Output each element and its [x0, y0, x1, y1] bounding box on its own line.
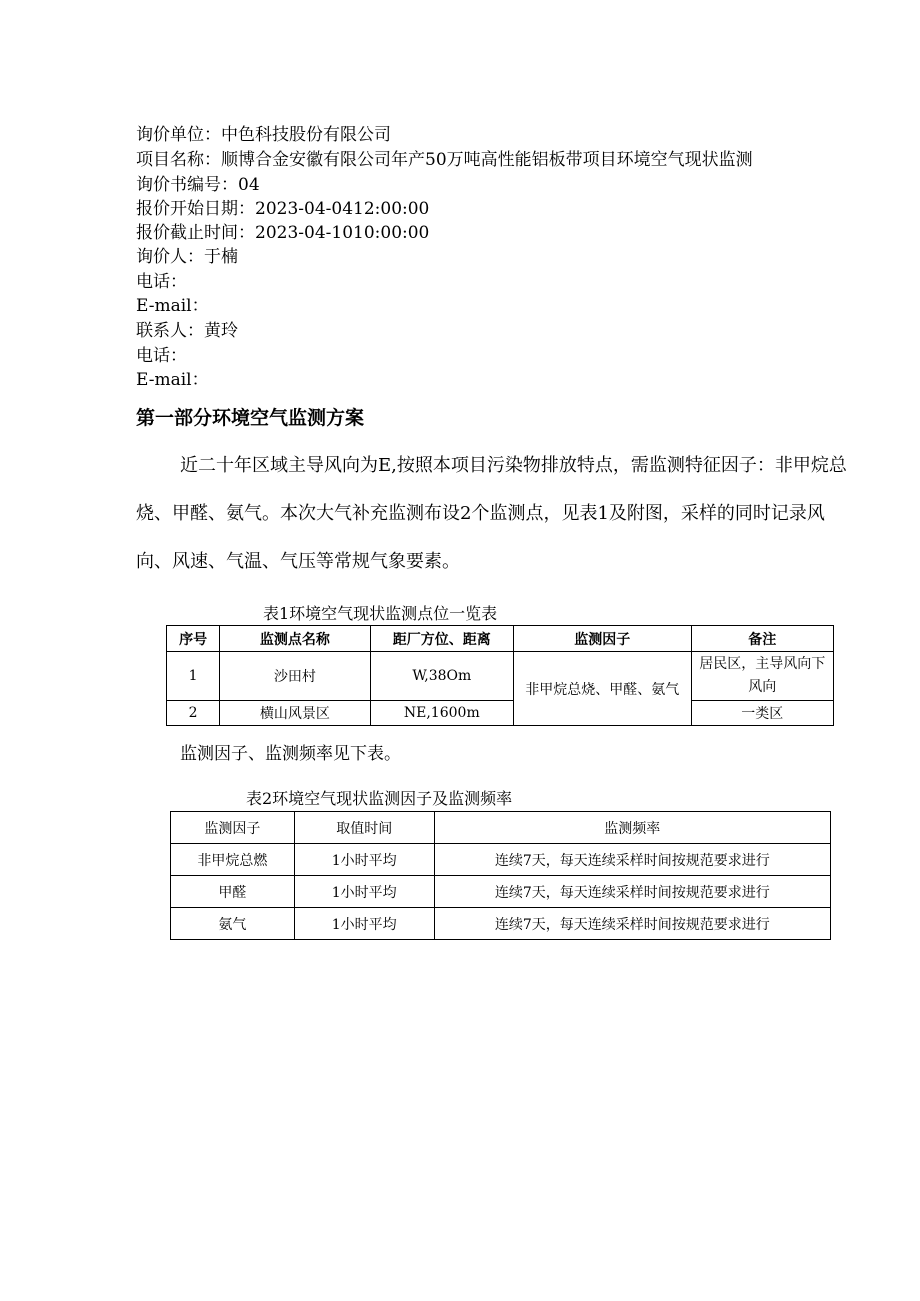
- table-row: [167, 652, 834, 701]
- table-cell: 1小时平均: [294, 908, 434, 940]
- table-cell: 1小时平均: [294, 844, 434, 876]
- quote-start-date: 报价开始日期：2023-04-0412:00:00: [136, 199, 430, 219]
- table-cell-factor: 非甲烷总烧、甲醛、氨气: [514, 652, 692, 726]
- table-header-row: [167, 626, 834, 652]
- inquirer-phone: 电话：: [136, 272, 187, 292]
- contact-person: 联系人：黄玲: [136, 321, 238, 341]
- table-cell: 连续7天，每天连续采样时间按规范要求进行: [434, 844, 830, 876]
- monitoring-frequency-table: [170, 811, 831, 940]
- table-row: [171, 908, 831, 940]
- table-cell: 连续7天，每天连续采样时间按规范要求进行: [434, 908, 830, 940]
- table-header-cell: 备注: [691, 626, 833, 652]
- project-name: 项目名称：顺博合金安徽有限公司年产50万吨高性能铝板带项目环境空气现状监测: [136, 150, 753, 170]
- table-header-row: [171, 812, 831, 844]
- table-cell: 横山风景区: [220, 701, 370, 726]
- monitoring-points-table: [166, 625, 834, 726]
- paragraph-line-2: 烧、甲醛、氨气。本次大气补充监测布设2个监测点，见表1及附图，采样的同时记录风: [136, 503, 825, 524]
- inquirer-email: E-mail：: [136, 296, 209, 316]
- table-header-cell: 监测因子: [514, 626, 692, 652]
- table-cell: 居民区，主导风向下风向: [691, 652, 833, 701]
- table-header-cell: 监测点名称: [220, 626, 370, 652]
- table-note: 监测因子、监测频率见下表。: [180, 744, 401, 764]
- table-cell: 非甲烷总燃: [171, 844, 295, 876]
- table-cell: 1小时平均: [294, 876, 434, 908]
- table-row: [167, 701, 834, 726]
- table-cell: NE,1600m: [370, 701, 513, 726]
- table-cell: 一类区: [691, 701, 833, 726]
- table-cell: 沙田村: [220, 652, 370, 701]
- quote-end-time: 报价截止时间：2023-04-1010:00:00: [136, 223, 430, 243]
- inquiry-unit: 询价单位：中色科技股份有限公司: [136, 125, 391, 145]
- table-cell: 连续7天，每天连续采样时间按规范要求进行: [434, 876, 830, 908]
- table-header-cell: 距厂方位、距离: [370, 626, 513, 652]
- table2-caption: 表2环境空气现状监测因子及监测频率: [246, 789, 513, 808]
- section-title: 第一部分环境空气监测方案: [136, 407, 365, 429]
- inquiry-number: 询价书编号：04: [136, 175, 260, 195]
- table-header-cell: 监测因子: [171, 812, 295, 844]
- table-cell: W,38Om: [370, 652, 513, 701]
- paragraph-line-3: 向、风速、气温、气压等常规气象要素。: [136, 551, 460, 572]
- inquirer: 询价人：于楠: [136, 247, 238, 267]
- table-cell: 氨气: [171, 908, 295, 940]
- paragraph-line-1: 近二十年区域主导风向为E,按照本项目污染物排放特点，需监测特征因子：非甲烷总: [180, 455, 847, 476]
- table-cell: 甲醛: [171, 876, 295, 908]
- table-row: [171, 876, 831, 908]
- table-cell: 2: [167, 701, 220, 726]
- table-header-cell: 取值时间: [294, 812, 434, 844]
- table-header-cell: 序号: [167, 626, 220, 652]
- contact-email: E-mail：: [136, 370, 209, 390]
- table-row: [171, 844, 831, 876]
- contact-phone: 电话：: [136, 346, 187, 366]
- table-cell: 1: [167, 652, 220, 701]
- table1-caption: 表1环境空气现状监测点位一览表: [263, 604, 498, 623]
- table-header-cell: 监测频率: [434, 812, 830, 844]
